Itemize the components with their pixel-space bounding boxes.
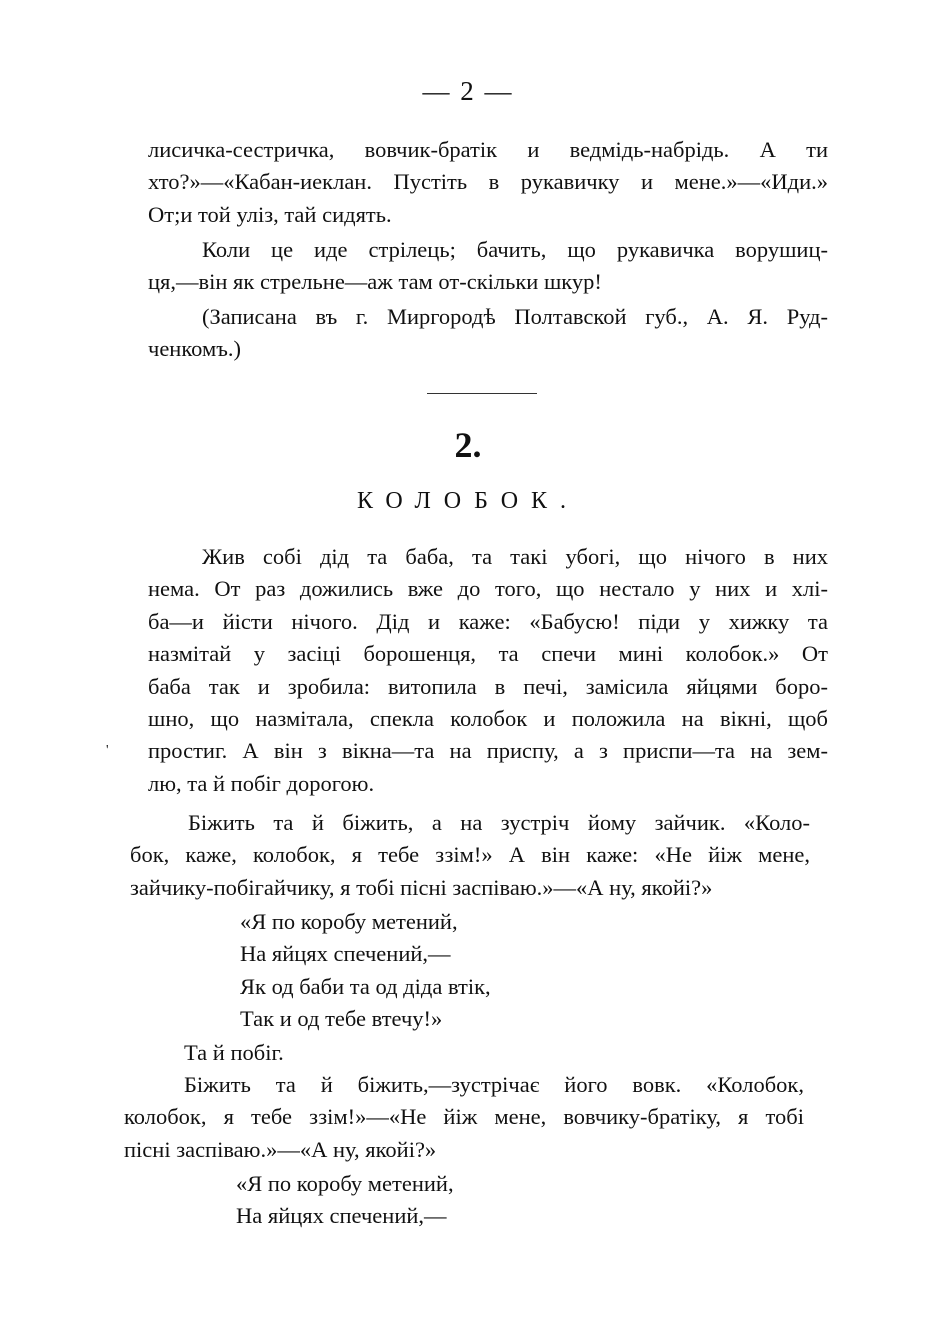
text-line: назмітай у засіці борошенця, та спечи мині колобок.» От (148, 641, 828, 667)
text-line: простиг. А він з вікна—та на приспу, а з приспи—та на зем- (148, 738, 828, 764)
paragraph-hunter (148, 234, 828, 299)
text-line: баба так и зробила: витопила в печі, замісила яйцями боро- (148, 673, 828, 699)
story-paragraph (148, 541, 828, 800)
source-note (148, 301, 828, 366)
text-line: шно, що назмітала, спекла колобок и положила на вікні, щоб (148, 705, 828, 731)
text-line: бок, каже, колобок, я тебе ззім!» А він каже: «Не йіж мене, (130, 842, 810, 868)
song-verse (236, 1168, 454, 1233)
page-number: — 2 — (422, 76, 514, 106)
text-line: Жив собі дід та баба, та такі убогі, що нічого в них (202, 544, 828, 569)
text-line: пісні заспіваю.»—«А ну, якойі?» (124, 1136, 437, 1162)
section-number: 2. (454, 425, 482, 465)
verse-line: На яйцях спечений,— (236, 1203, 447, 1229)
margin-mark: ' (106, 743, 109, 758)
text-line: хто?»—«Кабан-иеклан. Пустіть в рукавичку и мене.»—«Иди.» (148, 169, 828, 195)
verse-line: Як од баби та од діда втік, (240, 973, 491, 999)
verse-line: «Я по коробу метений, (236, 1171, 454, 1196)
text-line: Біжить та й біжить, а на зустріч йому зайчик. «Коло- (188, 810, 810, 835)
verse-line: «Я по коробу метений, (240, 909, 458, 934)
text-line: Біжить та й біжить,—зустрічає його вовк. «Колобок, (184, 1072, 804, 1097)
verse-line: Так и од тебе втечу!» (240, 1006, 443, 1032)
text-line: ченкомъ.) (148, 336, 241, 362)
text-line: ця,—він як стрельне—аж там от-скільки шкур! (148, 269, 602, 295)
text-line: От;и той уліз, тай сидять. (148, 201, 392, 227)
section-title: КОЛОБОК. (356, 488, 580, 514)
text-line: колобок, я тебе ззім!»—«Не йіж мене, вовчику-братіку, я тобі (124, 1104, 804, 1130)
section-divider (427, 393, 537, 394)
text-line: Та й побіг. (184, 1040, 284, 1065)
text-line: лисичка-сестричка, вовчик-братік и ведмідь-набрідь. А ти (148, 137, 828, 162)
text-line: (Записана въ г. Миргородѣ Полтавской губ., А. Я. Руд- (202, 304, 828, 329)
song-verse (240, 906, 491, 1036)
story-paragraph (130, 807, 810, 904)
text-line: зайчику-побігайчику, я тобі пісні заспіваю.»—«А ну, якойі?» (130, 874, 713, 900)
verse-line: На яйцях спечений,— (240, 941, 451, 967)
text-line: лю, та й побіг дорогою. (148, 770, 375, 796)
continued-text (148, 134, 828, 231)
text-line: Коли це иде стрілець; бачить, що рукавичка ворушиц- (202, 237, 828, 262)
story-paragraph (124, 1069, 804, 1166)
text-line: нема. От раз дожились вже до того, що нестало у них и хлі- (148, 576, 828, 602)
text-line: ба—и йісти нічого. Дід и каже: «Бабусю! піди у хижку та (148, 608, 828, 634)
